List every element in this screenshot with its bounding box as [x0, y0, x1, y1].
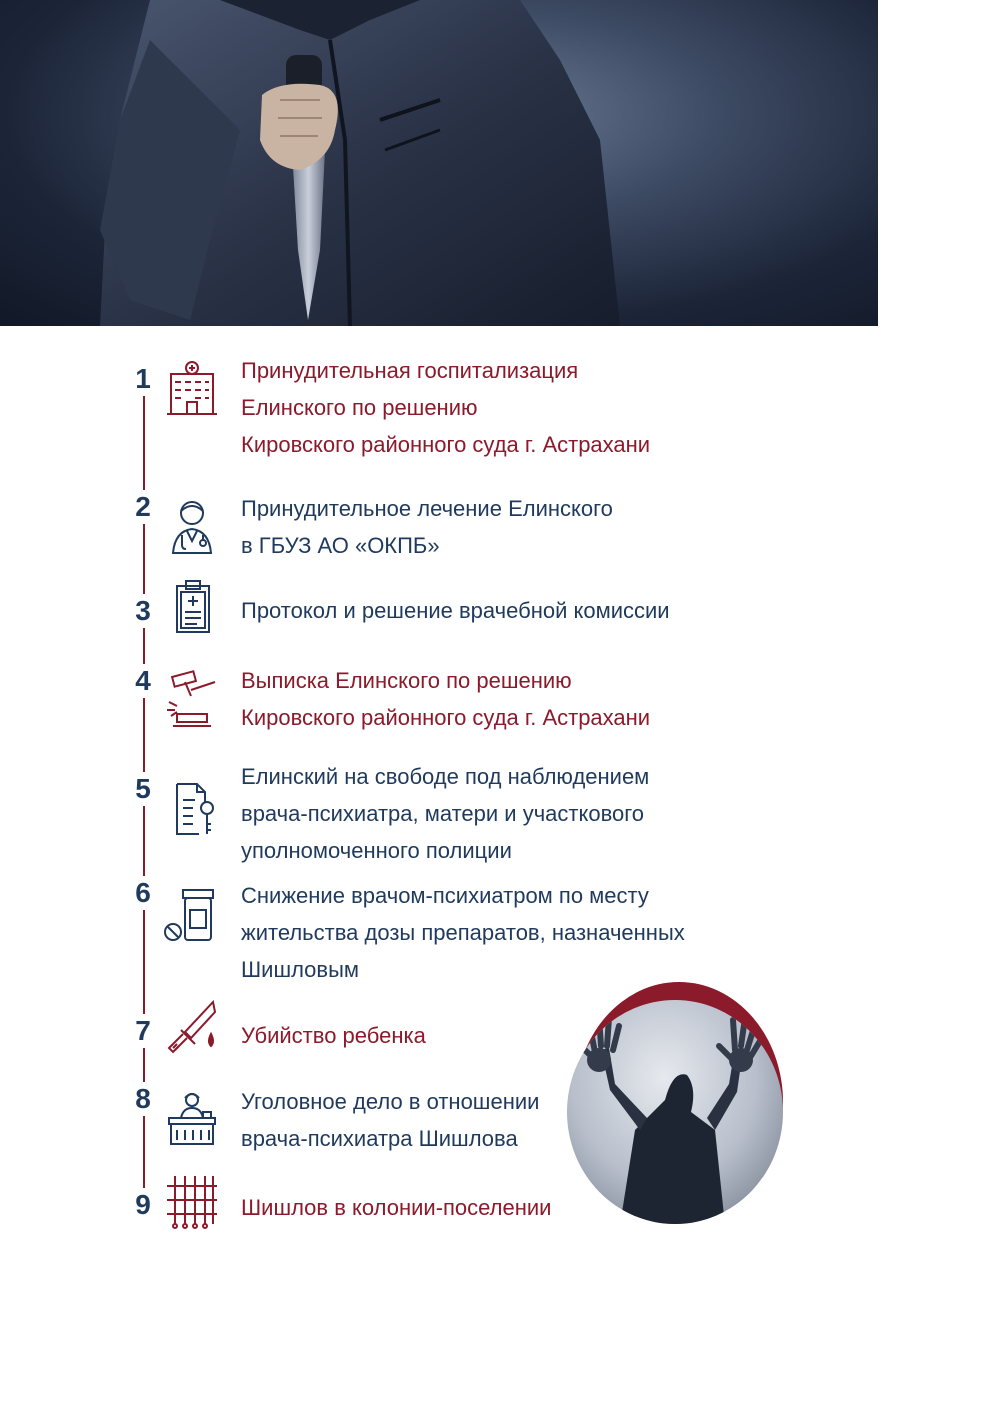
clipboard-icon	[163, 578, 221, 636]
step-5-line-3: уполномоченного полиции	[241, 838, 512, 863]
step-2-line-2: в ГБУЗ АО «ОКПБ»	[241, 533, 440, 558]
step-text-4	[241, 662, 650, 736]
medicine-bottle-icon	[163, 886, 221, 944]
step-number-5: 5	[128, 772, 158, 806]
step-number-2: 2	[128, 490, 158, 524]
step-text-2	[241, 490, 613, 564]
bloody-knife-icon	[163, 998, 221, 1056]
hospital-icon	[163, 360, 221, 418]
step-text-5	[241, 758, 649, 869]
step-6-line-1: Снижение врачом-психиатром по месту	[241, 883, 649, 908]
step-4-line-1: Выписка Елинского по решению	[241, 668, 572, 693]
silhouette-illustration	[565, 980, 785, 1225]
step-1-line-2: Елинского по решению	[241, 395, 478, 420]
prison-bars-icon	[163, 1172, 221, 1230]
step-number-8: 8	[128, 1082, 158, 1116]
step-number-4: 4	[128, 664, 158, 698]
doctor-icon	[163, 497, 221, 555]
silhouette-circle-photo	[565, 980, 785, 1225]
step-6-line-3: Шишловым	[241, 957, 360, 982]
step-6-line-2: жительства дозы препаратов, назначенных	[241, 920, 685, 945]
step-text-9	[241, 1189, 551, 1226]
step-4-line-2: Кировского районного суда г. Астрахани	[241, 705, 651, 730]
step-1-line-3: Кировского районного суда г. Астрахани	[241, 432, 651, 457]
step-number-1: 1	[128, 362, 158, 396]
step-9-line-1: Шишлов в колонии-поселении	[241, 1195, 552, 1220]
judge-icon	[163, 1090, 221, 1148]
step-3-line-1: Протокол и решение врачебной комиссии	[241, 598, 670, 623]
document-key-icon	[163, 780, 221, 838]
man-with-knife-illustration	[0, 0, 878, 326]
step-5-line-1: Елинский на свободе под наблюдением	[241, 764, 650, 789]
step-number-9: 9	[128, 1188, 158, 1222]
step-8-line-1: Уголовное дело в отношении	[241, 1089, 540, 1114]
gavel-icon	[163, 670, 221, 728]
step-text-3	[241, 592, 670, 629]
step-1-line-1: Принудительная госпитализация	[241, 358, 579, 383]
step-text-6	[241, 877, 685, 988]
step-2-line-1: Принудительное лечение Елинского	[241, 496, 613, 521]
step-7-line-1: Убийство ребенка	[241, 1023, 426, 1048]
hero-photo	[0, 0, 878, 326]
step-number-3: 3	[128, 594, 158, 628]
step-number-6: 6	[128, 876, 158, 910]
step-5-line-2: врача-психиатра, матери и участкового	[241, 801, 645, 826]
step-text-1	[241, 352, 650, 463]
step-text-7	[241, 1017, 426, 1054]
step-8-line-2: врача-психиатра Шишлова	[241, 1126, 518, 1151]
step-text-8	[241, 1083, 539, 1157]
step-number-7: 7	[128, 1014, 158, 1048]
